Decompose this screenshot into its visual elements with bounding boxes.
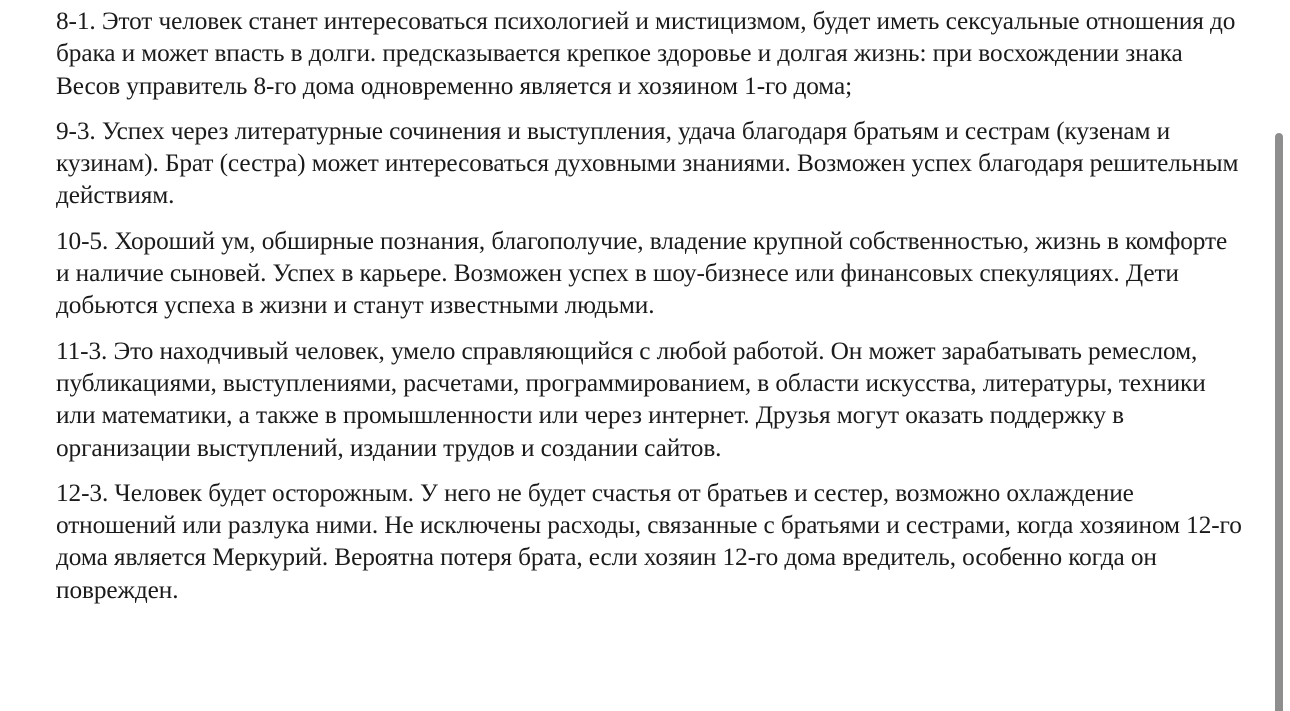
paragraph-house-10: 10-5. Хороший ум, обширные познания, благополучие, владение крупной собственностью, жизнь в комфорте и наличие сыновей. Успех в карьере. Возможен успех в шоу-бизнесе или финансовых спекуляциях. Дети добьются успеха в жизни и станут известными людьми. [56, 226, 1228, 320]
paragraph-house-11: 11-3. Это находчивый человек, умело справляющийся с любой работой. Он может зарабатывать ремеслом, публикациями, выступлениями, расчетами, программированием, в области искусства, литературы, техники или математики, а также в промышленности или через интернет. Друзья могут оказать поддержку в организации выступлений, издании трудов и создании сайтов. [56, 336, 1206, 462]
vertical-scrollbar[interactable] [1268, 0, 1290, 711]
document-body [56, 5, 1246, 619]
paragraph-house-8: 8-1. Этот человек станет интересоваться психологией и мистицизмом, будет иметь сексуальные отношения до брака и может впасть в долги. предсказывается крепкое здоровье и долгая жизнь: при восхождении знака Весов управитель 8-го дома одновременно является и хозяином 1-го дома; [56, 7, 1236, 100]
paragraph-house-12: 12-3. Человек будет осторожным. У него не будет счастья от братьев и сестер, возможно охлаждение отношений или разлука ними. Не исключены расходы, связанные с братьями и сестрами, когда хозяином 12-го дома является Меркурий. Вероятна потеря брата, если хозяин 12-го дома вредитель, особенно когда он поврежден. [56, 478, 1242, 604]
paragraph-house-9: 9-3. Успех через литературные сочинения и выступления, удача благодаря братьям и сестрам (кузенам и кузинам). Брат (сестра) может интересоваться духовными знаниями. Возможен успех благодаря решительным действиям. [56, 116, 1239, 210]
scrollbar-thumb[interactable] [1275, 133, 1283, 711]
